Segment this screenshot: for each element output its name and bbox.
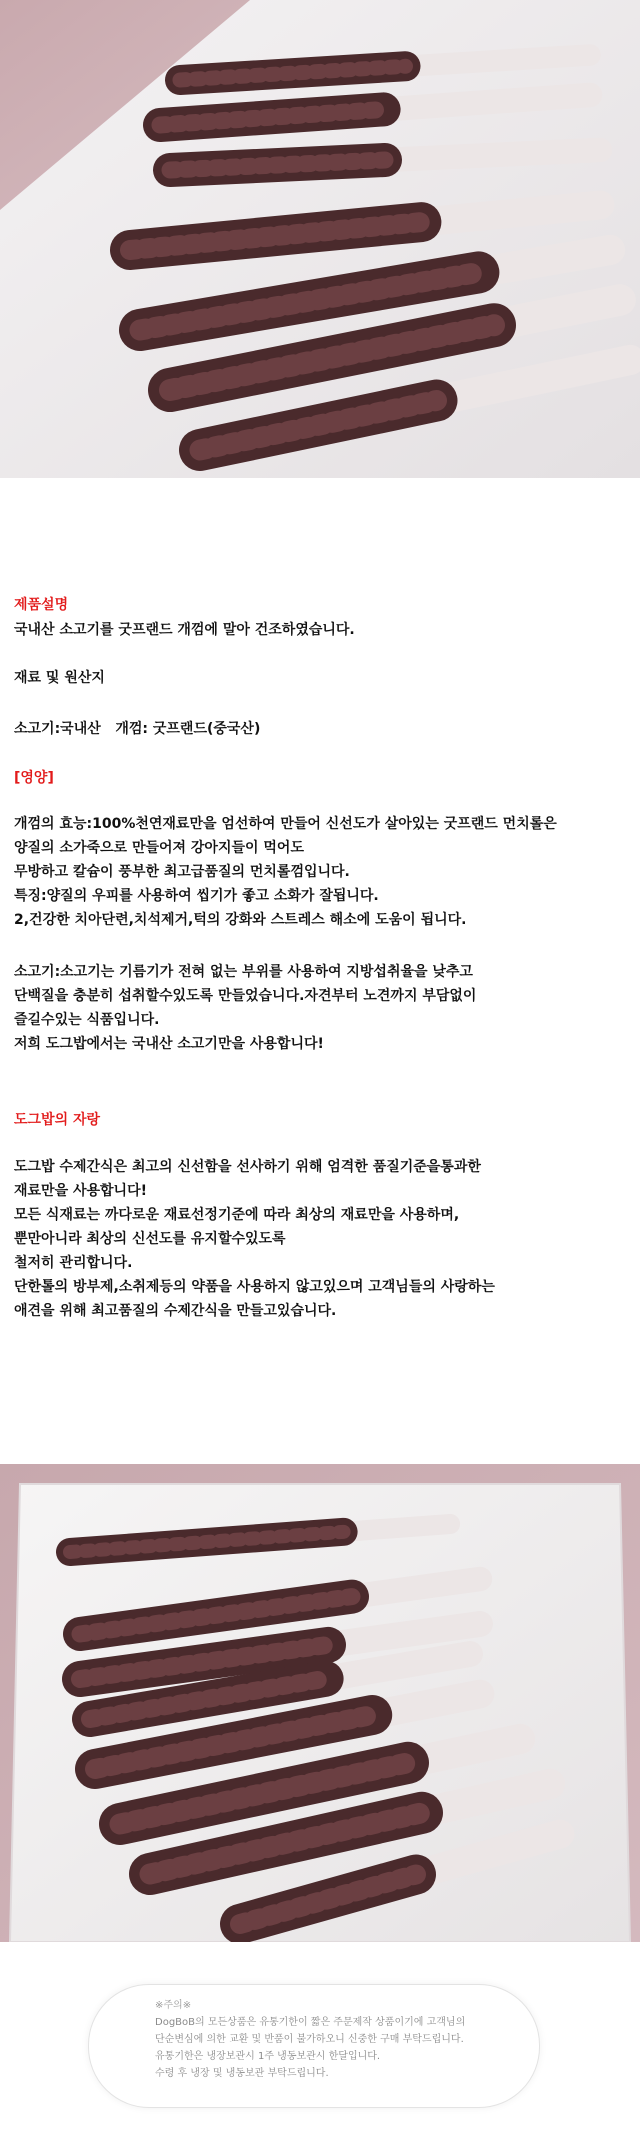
nutrition-body bbox=[14, 812, 626, 932]
section-heading: 제품설명 bbox=[14, 597, 69, 613]
pride-heading bbox=[14, 1108, 626, 1132]
materials-heading bbox=[14, 666, 626, 690]
product-photo-bottom bbox=[0, 1464, 640, 1942]
materials-title: 재료 및 원산지 bbox=[14, 670, 105, 686]
nutrition-line: 개껌의 효능:100%천연재료만을 엄선하여 만들어 신선도가 살아있는 굿프랜드 먼치롤은 bbox=[14, 816, 557, 832]
pride-line: 단한톨의 방부제,소취제등의 약품을 사용하지 않고있으며 고객님들의 사랑하는 bbox=[14, 1279, 495, 1295]
beef-info-body bbox=[14, 960, 626, 1056]
beef-line: 단백질을 충분히 섭취할수있도록 만들었습니다.자견부터 노견까지 부담없이 bbox=[14, 988, 477, 1004]
nutrition-heading bbox=[14, 766, 626, 790]
section-heading: 도그밥의 자랑 bbox=[14, 1112, 101, 1128]
notice-line: 유통기한은 냉장보관시 1주 냉동보관시 한달입니다. bbox=[155, 2051, 381, 2062]
beef-stick-photo-icon bbox=[0, 1464, 640, 1942]
chew-stick-shape bbox=[344, 1524, 450, 1532]
notice-line: 수령 후 냉장 및 냉동보관 부탁드립니다. bbox=[155, 2068, 329, 2079]
product-description-heading bbox=[14, 593, 626, 617]
nutrition-line: 2,건강한 치아단련,치석제거,턱의 강화와 스트레스 해소에 도움이 됩니다. bbox=[14, 912, 467, 928]
nutrition-line: 특징:양질의 우피를 사용하여 씹기가 좋고 소화가 잘됩니다. bbox=[14, 888, 379, 904]
pride-line: 뿐만아니라 최상의 신선도를 유지할수있도록 bbox=[14, 1231, 286, 1247]
pride-line: 도그밥 수제간식은 최고의 신선함을 선사하기 위해 엄격한 품질기준을통과한 bbox=[14, 1159, 481, 1175]
description-line: 국내산 소고기를 굿프랜드 개껌에 말아 건조하였습니다. bbox=[14, 622, 355, 638]
beef-line: 소고기:소고기는 기름기가 전혀 없는 부위를 사용하여 지방섭취율을 낮추고 bbox=[14, 964, 473, 980]
section-heading: [영양] bbox=[14, 770, 54, 786]
materials-body bbox=[14, 717, 626, 741]
chew-stick-shape bbox=[352, 1579, 480, 1597]
pride-line: 모든 식재료는 까다로운 재료선정기준에 따라 최상의 재료만을 사용하며, bbox=[14, 1207, 460, 1223]
chew-stick-shape bbox=[406, 55, 591, 66]
chew-stick-shape bbox=[385, 150, 600, 160]
notice-line: 단순변심에 의한 교환 및 반품이 불가하오니 신중한 구매 부탁드립니다. bbox=[155, 2034, 464, 2045]
pride-body bbox=[14, 1155, 626, 1323]
notice-line: DogBoB의 모든상품은 유통기한이 짧은 주문제작 상품이기에 고객님의 bbox=[155, 2017, 466, 2028]
chew-stick-shape bbox=[384, 95, 590, 109]
notice-box bbox=[88, 1984, 540, 2108]
pride-line: 철저히 관리합니다. bbox=[14, 1255, 133, 1271]
nutrition-line: 양질의 소가죽으로 만들어져 강아지들이 먹어도 bbox=[14, 840, 304, 856]
nutrition-line: 무방하고 칼슘이 풍부한 최고급품질의 먼치롤껌입니다. bbox=[14, 864, 350, 880]
pride-line: 애견을 위해 최고품질의 수제간식을 만들고있습니다. bbox=[14, 1303, 337, 1319]
pride-line: 재료만을 사용합니다! bbox=[14, 1183, 147, 1199]
beef-stick-photo-icon bbox=[0, 0, 640, 478]
beef-line: 즐길수있는 식품입니다. bbox=[14, 1012, 160, 1028]
chew-stick-shape bbox=[421, 205, 600, 222]
materials-line: 소고기:국내산 개껌: 굿프랜드(중국산) bbox=[14, 721, 261, 737]
beef-texture-shape bbox=[170, 160, 385, 170]
notice-content bbox=[155, 1997, 525, 2082]
beef-line: 저희 도그밥에서는 국내산 소고기만을 사용합니다! bbox=[14, 1036, 324, 1052]
product-photo-top bbox=[0, 0, 640, 478]
product-description-body bbox=[14, 618, 626, 642]
notice-title: ※주의※ bbox=[155, 2000, 192, 2011]
